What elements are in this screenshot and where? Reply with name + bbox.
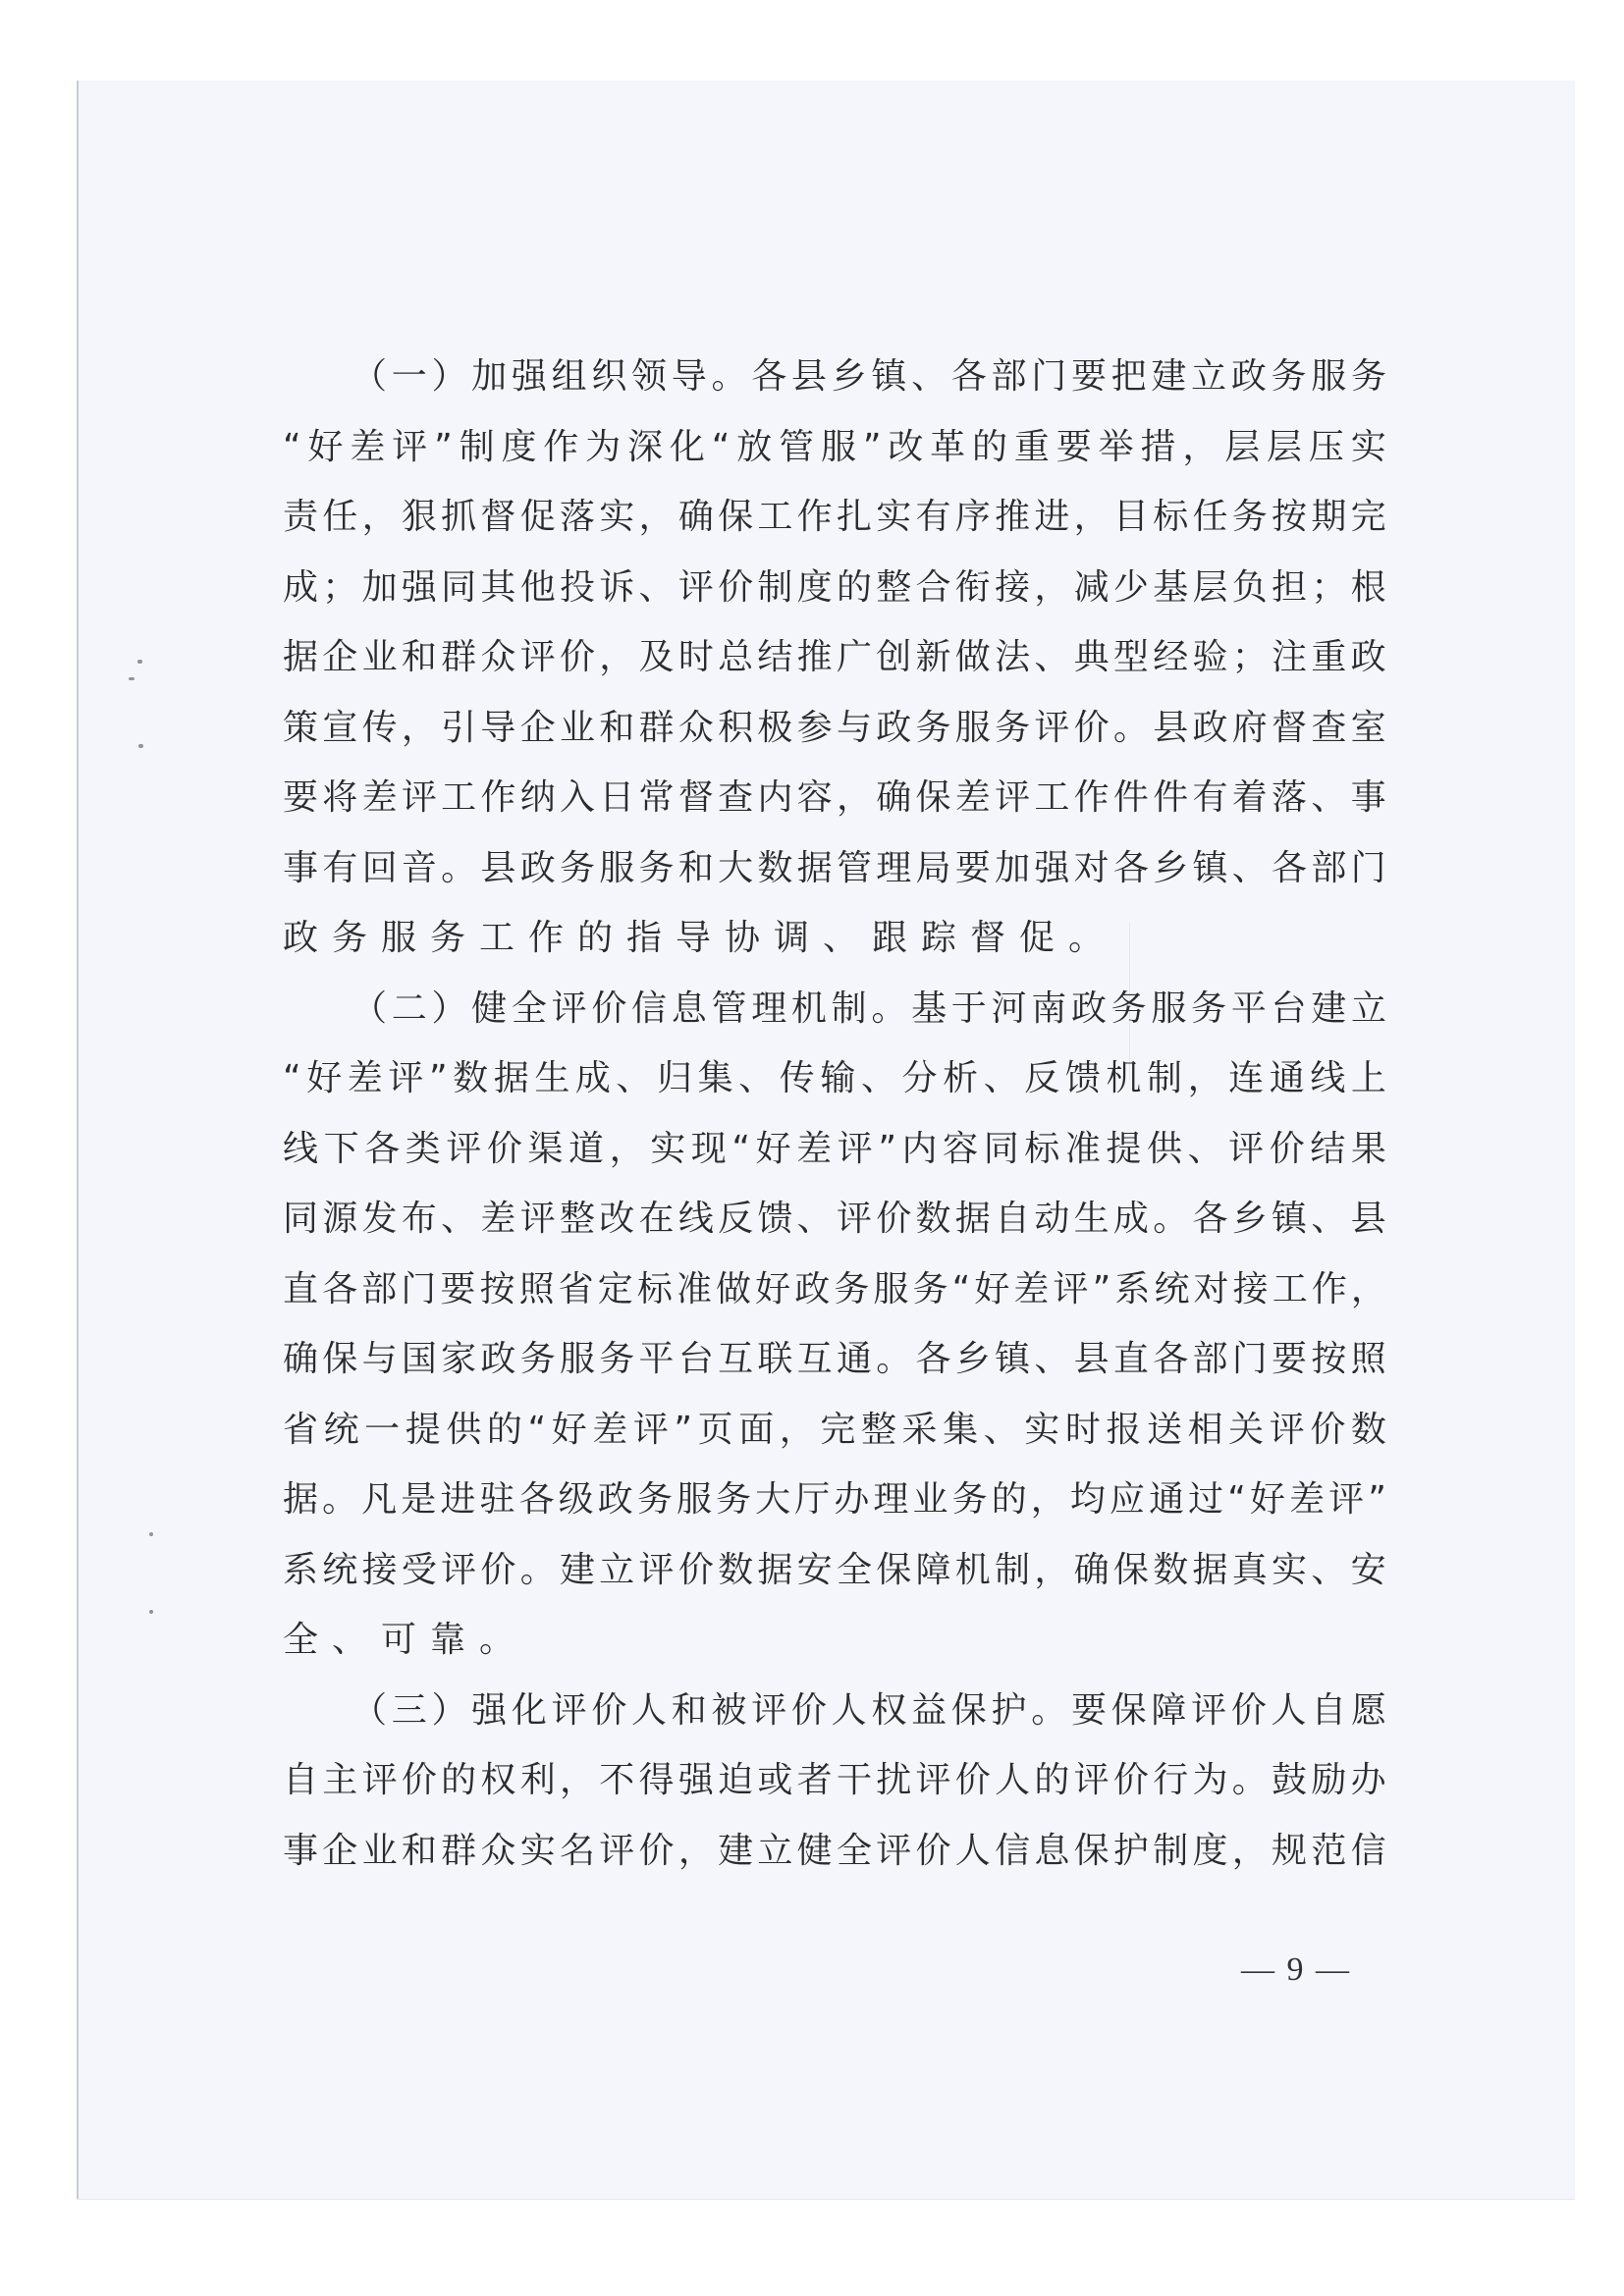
text-line: 自 主 评 价 的 权 利 ， 不 得 强 迫 或 者 干 扰 评 价 人 的 评 价 行 为 。 鼓 励 办 [283, 1760, 1386, 1800]
text-line: 要 将 差 评 工 作 纳 入 日 常 督 查 内 容 ， 确 保 差 评 工 作 件 件 有 着 落 、 事 [283, 777, 1386, 818]
text-line: 线 下 各 类 评 价 渠 道 ， 实 现 “ 好 差 评 ” 内 容 同 标 准 提 供 、 评 价 结 果 [283, 1128, 1386, 1169]
binding-mark [149, 1532, 153, 1536]
text-line: 事 企 业 和 群 众 实 名 评 价 ， 建 立 健 全 评 价 人 信 息 保 护 制 度 ， 规 范 信 [283, 1830, 1386, 1871]
text-line: 同 源 发 布 、 差 评 整 改 在 线 反 馈 、 评 价 数 据 自 动 生 成 。 各 乡 镇 、 县 [283, 1199, 1386, 1239]
text-line: 策 宣 传 ， 引 导 企 业 和 群 众 积 极 参 与 政 务 服 务 评 价 。 县 政 府 督 查 室 [283, 707, 1386, 748]
paragraph-first-line: （ 三 ） 强 化 评 价 人 和 被 评 价 人 权 益 保 护 。 要 保 障 评 价 人 自 愿 [352, 1689, 1386, 1731]
text-line: 成 ； 加 强 同 其 他 投 诉 、 评 价 制 度 的 整 合 衔 接 ， 减 少 基 层 负 担 ； 根 [283, 566, 1386, 608]
text-line: 政务服务工作的指导协调、跟踪督促。 [283, 918, 1118, 958]
binding-mark [138, 744, 143, 748]
binding-mark [137, 660, 142, 664]
document-body [283, 342, 1386, 1886]
page-number: — 9 — [1241, 1951, 1351, 1988]
text-line: 据 。 凡 是 进 驻 各 级 政 务 服 务 大 厅 办 理 业 务 的 ， 均 应 通 过 “ 好 差 评 ” [283, 1479, 1386, 1520]
text-line: 直 各 部 门 要 按 照 省 定 标 准 做 好 政 务 服 务 “ 好 差 评 ” 系 统 对 接 工 作 ， [283, 1268, 1386, 1309]
text-line: 据 企 业 和 群 众 评 价 ， 及 时 总 结 推 广 创 新 做 法 、 典 型 经 验 ； 注 重 政 [283, 637, 1386, 677]
text-line: “ 好 差 评 ” 数 据 生 成 、 归 集 、 传 输 、 分 析 、 反 馈 机 制 ， 连 通 线 上 [283, 1058, 1386, 1098]
text-line: 确 保 与 国 家 政 务 服 务 平 台 互 联 互 通 。 各 乡 镇 、 县 直 各 部 门 要 按 照 [283, 1339, 1386, 1379]
text-line: 全、可靠。 [283, 1620, 529, 1660]
paragraph-first-line: （ 二 ） 健 全 评 价 信 息 管 理 机 制 。 基 于 河 南 政 务 服 务 平 台 建 立 [352, 988, 1386, 1029]
binding-mark [149, 1610, 153, 1614]
text-line: 系 统 接 受 评 价 。 建 立 评 价 数 据 安 全 保 障 机 制 ， 确 保 数 据 真 实 、 安 [283, 1549, 1386, 1590]
text-line: 责 任 ， 狠 抓 督 促 落 实 ， 确 保 工 作 扎 实 有 序 推 进 ， 目 标 任 务 按 期 完 [283, 497, 1386, 537]
text-line: “ 好 差 评 ” 制 度 作 为 深 化 “ 放 管 服 ” 改 革 的 重 要 举 措 ， 层 层 压 实 [283, 426, 1386, 467]
binding-mark [129, 677, 135, 680]
text-line: 省 统 一 提 供 的 “ 好 差 评 ” 页 面 ， 完 整 采 集 、 实 时 报 送 相 关 评 价 数 [283, 1409, 1386, 1450]
paragraph-first-line: （ 一 ） 加 强 组 织 领 导 。 各 县 乡 镇 、 各 部 门 要 把 建 立 政 务 服 务 [352, 356, 1386, 397]
scan-bottom-edge [77, 2199, 1575, 2200]
text-line: 事 有 回 音 。 县 政 务 服 务 和 大 数 据 管 理 局 要 加 强 对 各 乡 镇 、 各 部 门 [283, 847, 1386, 888]
